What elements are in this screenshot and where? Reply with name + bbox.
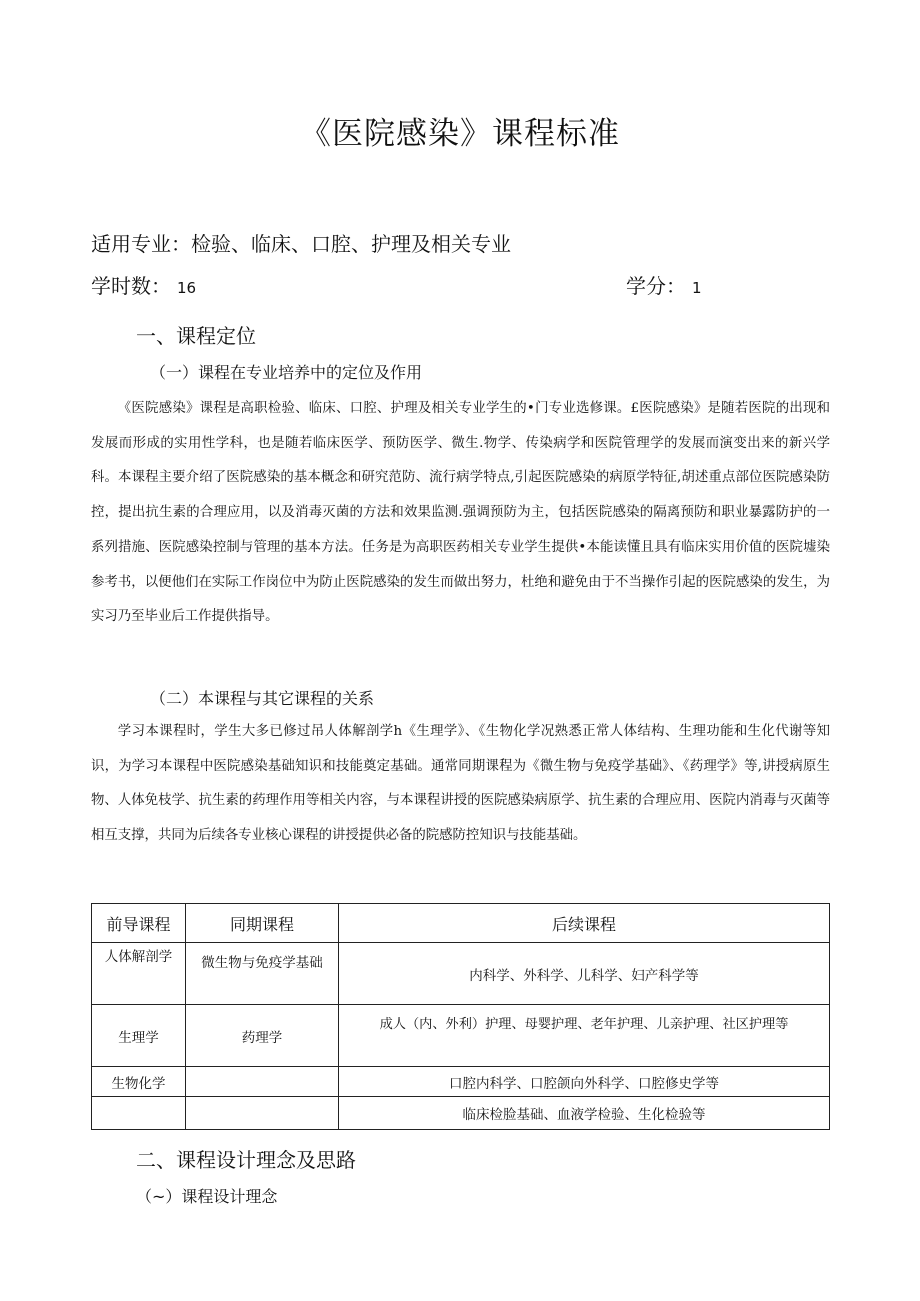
table-row xyxy=(92,1097,830,1130)
section1-heading: 一、课程定位 xyxy=(136,324,256,348)
table-cell: 药理学 xyxy=(186,1005,339,1067)
major-label: 适用专业： xyxy=(91,232,191,256)
hours-value: 16 xyxy=(177,279,197,297)
hours-label: 学时数： xyxy=(91,274,171,298)
course-relation-table xyxy=(91,903,830,1130)
header-concurrent: 同期课程 xyxy=(186,904,339,943)
table-cell: 人体解剖学 xyxy=(92,943,186,1005)
table-cell xyxy=(92,1097,186,1130)
table-cell xyxy=(186,1097,339,1130)
table-cell: 成人（内、外利）护理、母婴护理、老年护理、儿亲护理、社区护理等 xyxy=(339,1005,830,1067)
section2-heading: 二、课程设计理念及思路 xyxy=(136,1148,356,1172)
table-cell: 微生物与免疫学基础 xyxy=(186,943,339,1005)
table-cell: 临床检脸基础、血液学检验、生化检验等 xyxy=(339,1097,830,1130)
table-row xyxy=(92,1005,830,1067)
header-subsequent: 后续课程 xyxy=(339,904,830,943)
class-hours xyxy=(91,270,196,299)
section1-sub1-paragraph: 《医院感染》课程是高职检验、临床、口腔、护理及相关专业学生的•门专业选修课。£医院感染》是随若医院的出现和发展而形成的实用性学科，也是随若临床医学、预防医学、微生.物学、传染病学和医院管理学的发展而演变出来的新兴学科。本课程主要介绍了医院感染的基本概念和研究范防、流行病学特点,引起医院感染的病原学特征,胡述重点部位医院感染防控，提出抗生素的合理应用，以及消毒灭菌的方法和效果监测.强调预防为主，包括医院感染的隔离预防和职业暴露防护的一系列措施、医院感染控制与管理的基本方法。任务是为高职医药相关专业学生提供•本能读懂且具有临床实用价值的医院墟染参考书，以便他们在实际工作岗位中为防止医院感染的发生而做出努力，杜绝和避免由于不当操作引起的医院感染的发生，为实习乃至毕业后工作提供指导。 xyxy=(91,401,830,625)
credits xyxy=(626,270,702,299)
table-header-row xyxy=(92,904,830,943)
applicable-major xyxy=(91,228,511,257)
section1-sub2-heading: （二）本课程与其它课程的关系 xyxy=(150,689,375,708)
credits-value: 1 xyxy=(692,279,702,297)
major-value: 检验、临床、口腔、护理及相关专业 xyxy=(191,232,511,256)
table-cell: 生物化学 xyxy=(92,1067,186,1097)
table-cell: 生理学 xyxy=(92,1005,186,1067)
table-cell: 口腔内科学、口腔颌向外科学、口腔修史学等 xyxy=(339,1067,830,1097)
table-row xyxy=(92,1067,830,1097)
table-cell xyxy=(186,1067,339,1097)
page-title: 《医院感染》课程标准 xyxy=(300,116,620,152)
credits-label: 学分： xyxy=(626,274,686,298)
table-cell: 内科学、外科学、儿科学、妇产科学等 xyxy=(339,943,830,1005)
table-row xyxy=(92,943,830,1005)
section1-sub2-paragraph: 学习本课程时，学生大多已修过吊人体解剖学h《生理学》、《生物化学况熟悉正常人体结构、生理功能和生化代谢等知识，为学习本课程中医院感染基础知识和技能奠定基础。通常同期课程为《微生物与免疫学基础》、《药理学》等,讲授病原生物、人体免枝学、抗生素的药理作用等相关内容，与本课程讲授的医院感染病原学、抗生素的合理应用、医院内消毒与灭菌等相互支撑，共同为后续各专业核心课程的讲授提供必备的院感防控知识与技能基础。 xyxy=(91,724,830,844)
header-prerequisite: 前导课程 xyxy=(92,904,186,943)
section1-sub1-heading: （一）课程在专业培养中的定位及作用 xyxy=(150,363,423,382)
section2-sub1-heading: （~）课程设计理念 xyxy=(136,1187,278,1206)
